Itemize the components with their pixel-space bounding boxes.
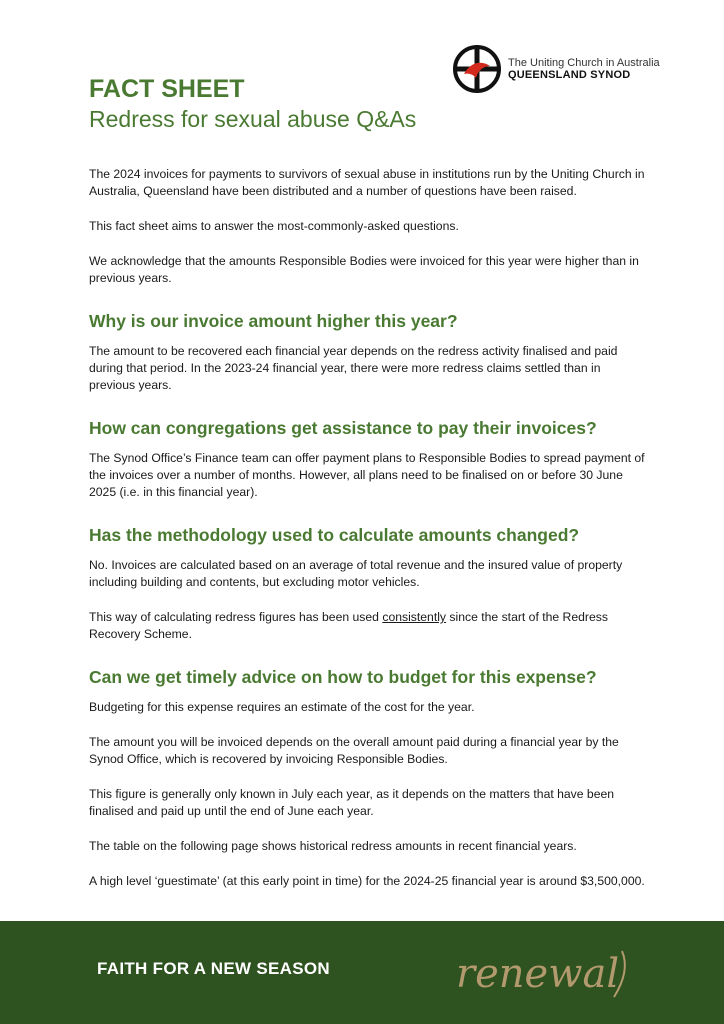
logo-line-2: QUEENSLAND SYNOD <box>508 69 631 81</box>
page-subtitle: Redress for sexual abuse Q&As <box>89 106 417 132</box>
logo-line-1: The Uniting Church in Australia <box>508 57 660 69</box>
section-heading-assistance: How can congregations get assistance to pay their invoices? <box>89 418 597 438</box>
page-title: FACT SHEET <box>89 75 245 103</box>
section-methodology-paragraph-1: No. Invoices are calculated based on an average of total revenue and the insured value of property including building and contents, but excluding motor vehicles. <box>89 558 623 589</box>
section-budget-paragraph-2: The amount you will be invoiced depends on the overall amount paid during a financial year by the Synod Office, which is recovered by invoicing Responsible Bodies. <box>89 735 619 766</box>
consistently-underlined: consistently <box>382 610 447 624</box>
intro-paragraph-2: This fact sheet aims to answer the most-commonly-asked questions. <box>89 219 459 233</box>
section-budget-paragraph-5: A high level ‘guestimate’ (at this early point in time) for the 2024-25 financial year is around $3,500,000. <box>89 874 645 888</box>
section-assistance-paragraph: The Synod Office’s Finance team can offer payment plans to Responsible Bodies to spread payment of the invoices over a number of months. However, all plans need to be finalised on or before 30 June 2025 (i.e. in this financial year). <box>89 451 645 499</box>
section-budget-paragraph-3: This figure is generally only known in July each year, as it depends on the matters that have been finalised and paid up until the end of June each year. <box>89 787 615 818</box>
renewal-script-logo <box>452 941 652 1005</box>
methodology-text-after: since the start of the Redress Recovery Scheme. <box>89 610 608 641</box>
methodology-text-before: This way of calculating redress figures has been used <box>89 610 383 624</box>
renewal-script-text: renewal <box>456 951 620 997</box>
section-budget-paragraph-4: The table on the following page shows historical redress amounts in recent financial years. <box>89 839 577 853</box>
intro-paragraph-1: The 2024 invoices for payments to survivors of sexual abuse in institutions run by the Uniting Church in Australia, Queensland have been distributed and a number of questions have been raised. <box>89 167 645 198</box>
section-invoice-higher-paragraph: The amount to be recovered each financial year depends on the redress activity finalised and paid during that period. In the 2023-24 financial year, there were more redress claims settled than in previous years. <box>89 344 618 392</box>
footer-tagline: FAITH FOR A NEW SEASON <box>97 959 330 978</box>
section-heading-invoice-higher: Why is our invoice amount higher this year? <box>89 311 458 331</box>
intro-paragraph-3: We acknowledge that the amounts Responsible Bodies were invoiced for this year were higher than in previous years. <box>89 254 639 285</box>
section-heading-budget: Can we get timely advice on how to budget for this expense? <box>89 667 597 687</box>
footer-banner <box>0 921 724 1024</box>
section-budget-paragraph-1: Budgeting for this expense requires an estimate of the cost for the year. <box>89 700 475 714</box>
section-methodology-paragraph-2 <box>89 609 649 643</box>
fact-sheet-content <box>89 74 649 890</box>
section-heading-methodology: Has the methodology used to calculate amounts changed? <box>89 525 580 545</box>
